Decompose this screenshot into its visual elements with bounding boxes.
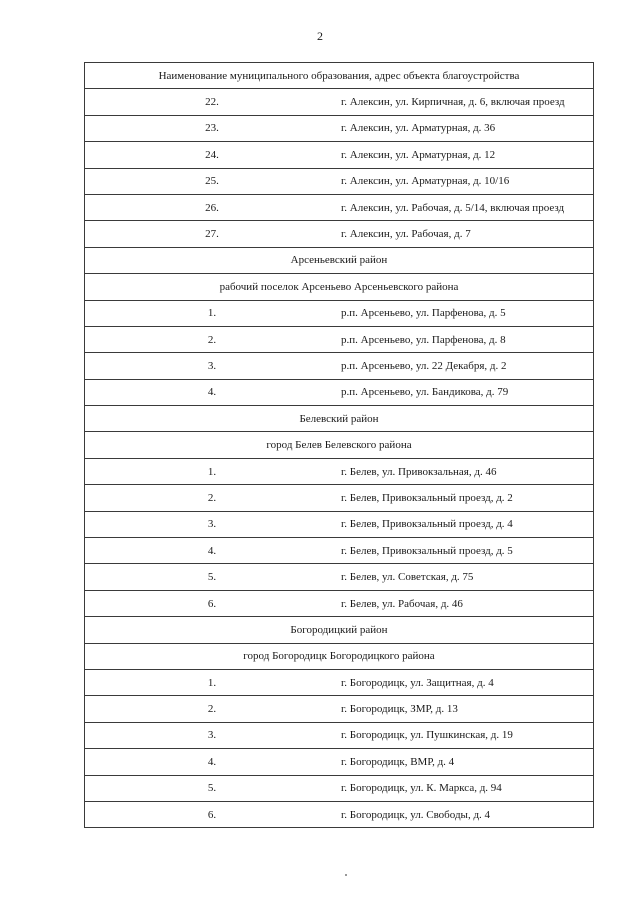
row-number: 3. bbox=[85, 353, 340, 379]
row-address: г. Белев, Привокзальный проезд, д. 5 bbox=[339, 538, 594, 564]
section-row bbox=[85, 617, 594, 643]
table-row bbox=[85, 115, 594, 141]
row-address: р.п. Арсеньево, ул. Парфенова, д. 8 bbox=[339, 326, 594, 352]
row-address: г. Алексин, ул. Кирпичная, д. 6, включая проезд bbox=[339, 89, 594, 115]
row-number: 22. bbox=[85, 89, 340, 115]
row-address: г. Богородицк, ул. Свободы, д. 4 bbox=[339, 801, 594, 827]
row-number: 5. bbox=[85, 775, 340, 801]
row-number: 6. bbox=[85, 801, 340, 827]
row-address: р.п. Арсеньево, ул. 22 Декабря, д. 2 bbox=[339, 353, 594, 379]
row-address: г. Алексин, ул. Арматурная, д. 12 bbox=[339, 142, 594, 168]
table-row bbox=[85, 379, 594, 405]
objects-table bbox=[84, 62, 594, 828]
table-row bbox=[85, 749, 594, 775]
table-row bbox=[85, 194, 594, 220]
row-number: 24. bbox=[85, 142, 340, 168]
table-row bbox=[85, 564, 594, 590]
table-row bbox=[85, 538, 594, 564]
table-row bbox=[85, 669, 594, 695]
row-address: г. Богородицк, ул. К. Маркса, д. 94 bbox=[339, 775, 594, 801]
row-address: г. Белев, Привокзальный проезд, д. 4 bbox=[339, 511, 594, 537]
row-address: г. Белев, ул. Привокзальная, д. 46 bbox=[339, 458, 594, 484]
row-address: г. Алексин, ул. Рабочая, д. 5/14, включая проезд bbox=[339, 194, 594, 220]
row-address: г. Белев, ул. Рабочая, д. 46 bbox=[339, 590, 594, 616]
section-row bbox=[85, 432, 594, 458]
row-address: г. Алексин, ул. Арматурная, д. 10/16 bbox=[339, 168, 594, 194]
table-row bbox=[85, 89, 594, 115]
row-address: г. Богородицк, ЗМР, д. 13 bbox=[339, 696, 594, 722]
row-address: г. Белев, ул. Советская, д. 75 bbox=[339, 564, 594, 590]
section-row bbox=[85, 406, 594, 432]
row-number: 2. bbox=[85, 326, 340, 352]
table-row bbox=[85, 511, 594, 537]
scan-artifact bbox=[345, 874, 347, 876]
row-number: 4. bbox=[85, 379, 340, 405]
section-row bbox=[85, 274, 594, 300]
section-heading: Арсеньевский район bbox=[85, 247, 594, 273]
row-number: 4. bbox=[85, 749, 340, 775]
row-number: 5. bbox=[85, 564, 340, 590]
row-address: г. Белев, Привокзальный проезд, д. 2 bbox=[339, 485, 594, 511]
table-row bbox=[85, 300, 594, 326]
row-address: г. Богородицк, ВМР, д. 4 bbox=[339, 749, 594, 775]
table-row bbox=[85, 775, 594, 801]
table-row bbox=[85, 221, 594, 247]
section-row bbox=[85, 247, 594, 273]
page-number: 2 bbox=[317, 29, 323, 43]
row-address: г. Богородицк, ул. Пушкинская, д. 19 bbox=[339, 722, 594, 748]
row-address: р.п. Арсеньево, ул. Бандикова, д. 79 bbox=[339, 379, 594, 405]
table-header-cell: Наименование муниципального образования, адрес объекта благоустройства bbox=[85, 63, 594, 89]
row-number: 23. bbox=[85, 115, 340, 141]
table-row bbox=[85, 722, 594, 748]
table-row bbox=[85, 590, 594, 616]
row-address: г. Алексин, ул. Рабочая, д. 7 bbox=[339, 221, 594, 247]
row-number: 1. bbox=[85, 300, 340, 326]
row-number: 6. bbox=[85, 590, 340, 616]
table-body bbox=[85, 63, 594, 828]
table-row bbox=[85, 696, 594, 722]
table-row bbox=[85, 801, 594, 827]
table-header-row bbox=[85, 63, 594, 89]
row-number: 4. bbox=[85, 538, 340, 564]
section-heading: город Богородицк Богородицкого района bbox=[85, 643, 594, 669]
row-number: 26. bbox=[85, 194, 340, 220]
table-row bbox=[85, 485, 594, 511]
table-row bbox=[85, 168, 594, 194]
section-heading: рабочий поселок Арсеньево Арсеньевского района bbox=[85, 274, 594, 300]
row-number: 25. bbox=[85, 168, 340, 194]
row-number: 3. bbox=[85, 511, 340, 537]
section-heading: Богородицкий район bbox=[85, 617, 594, 643]
row-number: 2. bbox=[85, 696, 340, 722]
row-address: г. Алексин, ул. Арматурная, д. 36 bbox=[339, 115, 594, 141]
row-number: 2. bbox=[85, 485, 340, 511]
row-number: 3. bbox=[85, 722, 340, 748]
table-row bbox=[85, 142, 594, 168]
row-address: г. Богородицк, ул. Защитная, д. 4 bbox=[339, 669, 594, 695]
section-heading: город Белев Белевского района bbox=[85, 432, 594, 458]
section-row bbox=[85, 643, 594, 669]
row-address: р.п. Арсеньево, ул. Парфенова, д. 5 bbox=[339, 300, 594, 326]
table-row bbox=[85, 458, 594, 484]
table-row bbox=[85, 326, 594, 352]
row-number: 27. bbox=[85, 221, 340, 247]
row-number: 1. bbox=[85, 669, 340, 695]
row-number: 1. bbox=[85, 458, 340, 484]
table-row bbox=[85, 353, 594, 379]
section-heading: Белевский район bbox=[85, 406, 594, 432]
